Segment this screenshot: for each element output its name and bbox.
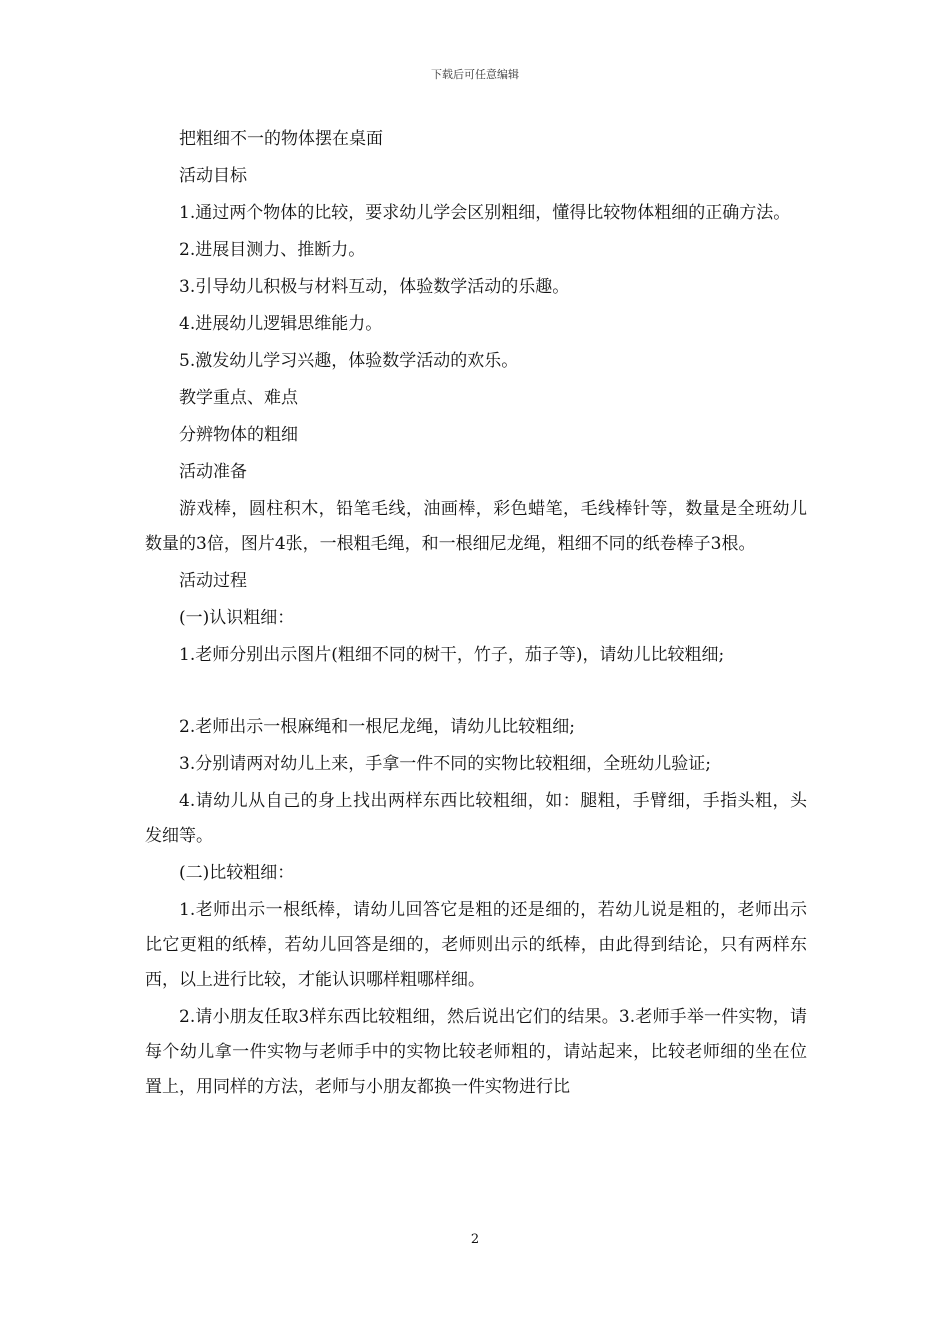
section-heading: 活动过程: [179, 571, 247, 591]
subsection-heading: (一)认识粗细：: [179, 608, 295, 628]
paragraph: 2.进展目测力、推断力。: [179, 240, 366, 260]
section-heading: 活动目标: [179, 166, 247, 186]
paragraph: 1.老师出示一根纸棒，请幼儿回答它是粗的还是细的，若幼儿说是粗的，老师出示比它更粗的纸棒，若幼儿回答是细的，老师则出示的纸棒，由此得到结论，只有两样东西，以上进行比较，才能认识哪样粗哪样细。: [145, 900, 807, 990]
paragraph: 1.老师分别出示图片(粗细不同的树干，竹子，茄子等)，请幼儿比较粗细;: [179, 645, 725, 665]
paragraph: 4.请幼儿从自己的身上找出两样东西比较粗细，如：腿粗，手臂细，手指头粗，头发细等。: [145, 791, 807, 846]
paragraph: 3.分别请两对幼儿上来，手拿一件不同的实物比较粗细，全班幼儿验证;: [179, 754, 711, 774]
paragraph: 分辨物体的粗细: [179, 425, 298, 445]
section-heading: 教学重点、难点: [179, 388, 298, 408]
paragraph: 5.激发幼儿学习兴趣，体验数学活动的欢乐。: [179, 351, 519, 371]
paragraph: 1.通过两个物体的比较，要求幼儿学会区别粗细，懂得比较物体粗细的正确方法。: [179, 203, 791, 223]
page-header: 下载后可任意编辑: [431, 68, 519, 81]
subsection-heading: (二)比较粗细：: [179, 863, 295, 883]
paragraph: 2.老师出示一根麻绳和一根尼龙绳，请幼儿比较粗细;: [179, 717, 575, 737]
document-body: [145, 122, 807, 1107]
paragraph: 3.引导幼儿积极与材料互动，体验数学活动的乐趣。: [179, 277, 570, 297]
paragraph: 4.进展幼儿逻辑思维能力。: [179, 314, 383, 334]
paragraph: 2.请小朋友任取3样东西比较粗细，然后说出它们的结果。3.老师手举一件实物，请每个幼儿拿一件实物与老师手中的实物比较老师粗的，请站起来，比较老师细的坐在位置上，用同样的方法，老师与小朋友都换一件实物进行比: [145, 1007, 807, 1097]
section-heading: 活动准备: [179, 462, 247, 482]
paragraph: 把粗细不一的物体摆在桌面: [179, 129, 383, 149]
page-number: 2: [470, 1232, 480, 1247]
paragraph: 游戏棒，圆柱积木，铅笔毛线，油画棒，彩色蜡笔，毛线棒针等，数量是全班幼儿数量的3倍，图片4张，一根粗毛绳，和一根细尼龙绳，粗细不同的纸卷棒子3根。: [145, 499, 807, 554]
